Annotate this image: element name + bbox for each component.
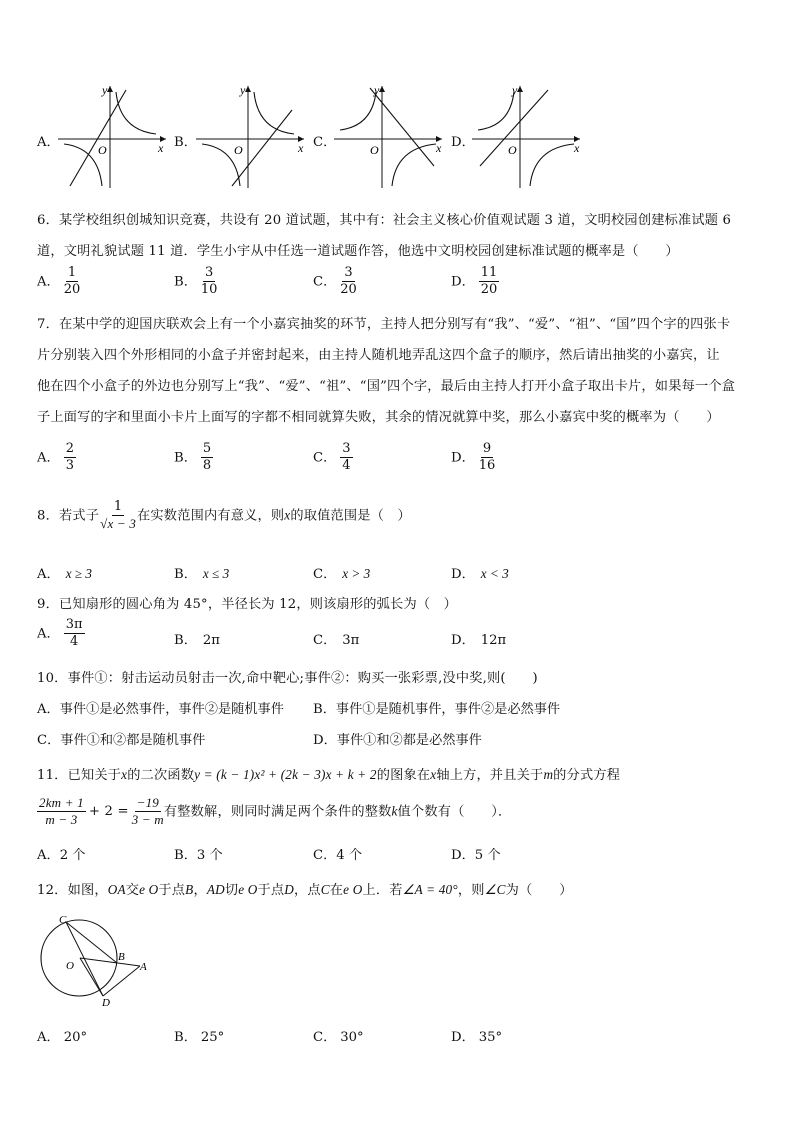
q5-graph-a xyxy=(58,82,168,190)
q9-option-a-num: 3π xyxy=(64,618,85,634)
q12-t4: AD xyxy=(206,882,225,897)
q10-option-d-label: D． xyxy=(313,733,337,748)
q7-option-d-den: 16 xyxy=(478,458,496,474)
q6-option-b-den: 10 xyxy=(200,282,218,298)
q11-text-d: 轴上方，并且关于 xyxy=(436,768,544,783)
q11-text-c: 的图象在 xyxy=(376,768,431,783)
q12-label-d: D xyxy=(102,997,110,1008)
q8-var: x xyxy=(284,507,291,523)
q8-option-d xyxy=(451,563,509,582)
q5-option-b-label: B． xyxy=(174,135,197,150)
q11-var-m: m xyxy=(543,767,554,782)
q6-option-b xyxy=(174,266,217,298)
q12-text-a: 12．如图， xyxy=(37,883,108,898)
q7-option-b xyxy=(174,442,213,474)
q5-y-b: y xyxy=(240,83,246,97)
q12-option-b xyxy=(174,1026,224,1045)
q11-option-a-label: A． xyxy=(37,848,60,863)
q7-option-d-label: D． xyxy=(451,450,475,466)
q5-origin-d: O xyxy=(508,143,517,157)
q8-option-a xyxy=(37,563,92,582)
q8-option-a-text: x ≥ 3 xyxy=(65,566,92,581)
q5-x-d: x xyxy=(574,141,580,155)
q12-text-c: 于点 xyxy=(158,883,186,898)
q10-option-d xyxy=(313,729,482,748)
q12-label-o: O xyxy=(66,960,74,972)
q11-option-c-text: 4 个 xyxy=(336,848,363,863)
q8-option-c xyxy=(313,563,370,582)
q12-text-i: 上．若 xyxy=(362,883,403,898)
q5-origin-b: O xyxy=(234,143,243,157)
q8-suffix-b: 的取值范围是（ ） xyxy=(290,508,411,524)
q12-option-a-label: A． xyxy=(37,1030,60,1045)
q11-eq-mid: + 2 = xyxy=(88,804,129,820)
q5-x-b: x xyxy=(298,141,304,155)
q11-text-e: 的分式方程 xyxy=(553,768,621,783)
q9-option-b-text: 2π xyxy=(202,633,220,648)
q12-t1: OA xyxy=(107,882,126,897)
q10-option-c-label: C． xyxy=(37,733,61,748)
q6-option-b-num: 3 xyxy=(203,266,215,282)
q11-line-2 xyxy=(37,796,511,828)
q5-option-d-label: D． xyxy=(451,135,475,150)
q9-option-d-label: D． xyxy=(451,633,475,648)
q7-option-a-den: 3 xyxy=(65,458,74,474)
q5-x-a: x xyxy=(158,141,164,155)
q11-var-x: x xyxy=(121,767,128,782)
q9-option-c xyxy=(313,629,359,648)
q9-option-a-label: A． xyxy=(37,626,60,642)
q6-option-d-label: D． xyxy=(451,274,475,290)
q12-label-b: B xyxy=(118,951,125,963)
q8-option-b-text: x ≤ 3 xyxy=(202,566,230,581)
q6-option-c-num: 3 xyxy=(342,266,354,282)
q12-figure xyxy=(36,912,166,1008)
q7-option-c-den: 4 xyxy=(342,458,351,474)
q11-eq-right-den: 3 − m xyxy=(131,812,164,828)
q12-text-k: 为（ ） xyxy=(505,883,573,898)
q11-text-a: 11．已知关于 xyxy=(37,768,122,783)
q8-frac-den: √x − 3 xyxy=(100,516,137,532)
q6-line-1: 6．某学校组织创城知识竞赛，共设有 20 道试题，其中有：社会主义核心价值观试题 3 道，文明校园创建标准试题 6 xyxy=(37,213,732,228)
q12-text-j: ，则 xyxy=(457,883,485,898)
q5-option-c-label: C． xyxy=(313,135,337,150)
q12-option-a-text: 20° xyxy=(63,1030,88,1045)
q12-option-b-text: 25° xyxy=(200,1030,225,1045)
q12-option-c-text: 30° xyxy=(340,1030,364,1045)
q6-line-2: 道，文明礼貌试题 11 道．学生小宇从中任选一道试题作答，他选中文明校园创建标准试题的概率是（ ） xyxy=(37,244,679,259)
q8-option-c-label: C． xyxy=(313,567,337,582)
q7-option-b-label: B． xyxy=(174,450,197,466)
q7-line-2: 片分别装入四个外形相同的小盒子并密封起来，由主持人随机地弄乱这四个盒子的顺序，然后请出抽奖的小嘉宾，让 xyxy=(37,348,720,363)
q10-option-b-text: 事件①是随机事件，事件②是必然事件 xyxy=(335,702,561,717)
q8-frac-num: 1 xyxy=(112,500,124,516)
q9-option-c-label: C． xyxy=(313,633,337,648)
q5-graph-c xyxy=(334,82,446,190)
q12-option-c-label: C． xyxy=(313,1030,337,1045)
q11-line-1 xyxy=(37,764,620,783)
q12-t6: D xyxy=(284,882,294,897)
q5-graph-b xyxy=(196,82,308,190)
q12-option-d-label: D． xyxy=(451,1030,475,1045)
q11-function: y = (k − 1)x² + (2k − 3)x + k + 2 xyxy=(194,767,377,782)
q11-var-k: k xyxy=(391,803,398,819)
q7-line-3: 他在四个小盒子的外边也分别写上“我”、“爱”、“祖”、“国”四个字，最后由主持人打开小盒子取出卡片，如果每一个盒 xyxy=(37,379,736,394)
q12-text-b: 交 xyxy=(125,883,140,898)
q9-stem: 9．已知扇形的圆心角为 45°，半径长为 12，则该扇形的弧长为（ ） xyxy=(37,597,457,612)
q5-y-a: y xyxy=(102,83,108,97)
q12-t9: ∠A = 40° xyxy=(402,882,458,897)
q11-eq-right-num: −19 xyxy=(135,796,161,812)
q5-y-d: y xyxy=(512,83,518,97)
q8-option-b xyxy=(174,563,229,582)
q12-t8: e O xyxy=(343,882,363,897)
q11-option-d xyxy=(451,844,501,863)
q12-option-a xyxy=(37,1026,87,1045)
q9-option-b xyxy=(174,629,220,648)
q7-option-b-den: 8 xyxy=(202,458,212,474)
q10-option-a-text: 事件①是必然事件，事件②是随机事件 xyxy=(59,702,284,717)
q10-option-c-text: 事件①和②都是随机事件 xyxy=(60,733,206,748)
q10-option-b xyxy=(313,698,560,717)
q5-x-c: x xyxy=(436,141,442,155)
q12-t5: e O xyxy=(238,882,258,897)
q12-option-c xyxy=(313,1026,364,1045)
q10-option-a-label: A． xyxy=(37,702,60,717)
q5-origin-c: O xyxy=(370,143,379,157)
q7-option-b-num: 5 xyxy=(201,442,213,458)
q6-option-a xyxy=(37,266,80,298)
q12-option-d xyxy=(451,1026,502,1045)
q8-option-a-label: A． xyxy=(37,567,60,582)
q7-option-d-num: 9 xyxy=(481,442,493,458)
q12-text-e: 切 xyxy=(224,883,239,898)
q6-option-b-label: B． xyxy=(174,274,197,290)
q6-option-c-label: C． xyxy=(313,274,337,290)
q11-eq-left-num: 2km + 1 xyxy=(37,796,86,812)
q11-option-a xyxy=(37,844,86,863)
q11-var-x-2: x xyxy=(430,767,437,782)
q7-option-d xyxy=(451,442,495,474)
q11-option-a-text: 2 个 xyxy=(59,848,86,863)
q12-label-c: C xyxy=(59,914,67,926)
q10-stem: 10．事件①：射击运动员射击一次,命中靶心;事件②：购买一张彩票,没中奖,则( ) xyxy=(37,671,538,686)
q8-option-b-label: B． xyxy=(174,567,197,582)
q10-option-b-label: B． xyxy=(313,702,336,717)
q11-option-c xyxy=(313,844,362,863)
q8-option-d-text: x < 3 xyxy=(480,566,509,581)
q9-option-c-text: 3π xyxy=(342,633,360,648)
q12-stem xyxy=(37,879,573,898)
q5-y-c: y xyxy=(374,83,380,97)
q7-option-c-label: C． xyxy=(313,450,337,466)
q8-stem xyxy=(37,500,411,532)
q6-option-d xyxy=(451,266,499,298)
q6-option-d-den: 20 xyxy=(480,282,498,298)
q6-option-d-num: 11 xyxy=(479,266,500,282)
q7-line-4: 子上面写的字和里面小卡片上面写的字都不相同就算失败，其余的情况就算中奖，那么小嘉宾中奖的概率为（ ） xyxy=(37,410,720,425)
q10-option-d-text: 事件①和②都是必然事件 xyxy=(336,733,482,748)
q12-t7: C xyxy=(320,882,330,897)
q11-text-g: 值个数有（ ）． xyxy=(397,804,512,820)
q9-option-b-label: B． xyxy=(174,633,197,648)
q6-option-a-num: 1 xyxy=(66,266,78,282)
q8-suffix-a: 在实数范围内有意义，则 xyxy=(137,508,285,524)
q11-option-b xyxy=(174,844,223,863)
q12-t2: e O xyxy=(139,882,159,897)
q12-text-g: ，点 xyxy=(294,883,321,898)
q7-option-a-label: A． xyxy=(37,450,60,466)
q6-option-c xyxy=(313,266,357,298)
q12-option-d-text: 35° xyxy=(478,1030,503,1045)
q11-text-b: 的二次函数 xyxy=(127,768,195,783)
q9-option-d-text: 12π xyxy=(480,633,507,648)
q10-option-a xyxy=(37,698,284,717)
q12-text-d: ， xyxy=(193,883,207,898)
q8-option-d-label: D． xyxy=(451,567,475,582)
q5-option-a-label: A． xyxy=(37,135,60,150)
q11-option-b-label: B． xyxy=(174,848,197,863)
q11-option-d-text: 5 个 xyxy=(474,848,501,863)
q11-option-b-text: 3 个 xyxy=(196,848,223,863)
q10-option-c xyxy=(37,729,205,748)
q6-option-a-den: 20 xyxy=(63,282,81,298)
q5-origin-a: O xyxy=(98,143,107,157)
q11-text-f: 有整数解，则同时满足两个条件的整数 xyxy=(163,804,392,820)
q12-option-b-label: B． xyxy=(174,1030,197,1045)
q7-line-1: 7．在某中学的迎国庆联欢会上有一个小嘉宾抽奖的环节，主持人把分别写有“我”、“爱”、“祖”、“国”四个字的四张卡 xyxy=(37,317,731,332)
q9-option-a xyxy=(37,618,85,650)
q9-option-d xyxy=(451,629,506,648)
q8-option-c-text: x > 3 xyxy=(342,566,371,581)
q12-t10: ∠C xyxy=(484,882,506,897)
q8-prefix: 8．若式子 xyxy=(37,508,100,524)
q7-option-a-num: 2 xyxy=(64,442,76,458)
q12-text-h: 在 xyxy=(329,883,344,898)
q7-option-c-num: 3 xyxy=(340,442,352,458)
q12-t3: B xyxy=(185,882,194,897)
q6-option-c-den: 20 xyxy=(340,282,357,298)
q11-option-d-label: D． xyxy=(451,848,475,863)
q5-graph-d xyxy=(472,82,584,190)
q12-label-a: A xyxy=(140,961,147,973)
q11-option-c-label: C． xyxy=(313,848,337,863)
q9-option-a-den: 4 xyxy=(69,634,79,650)
q6-option-a-label: A． xyxy=(37,274,60,290)
q7-option-a xyxy=(37,442,76,474)
q7-option-c xyxy=(313,442,353,474)
q12-text-f: 于点 xyxy=(257,883,285,898)
q11-eq-left-den: m − 3 xyxy=(45,812,78,828)
